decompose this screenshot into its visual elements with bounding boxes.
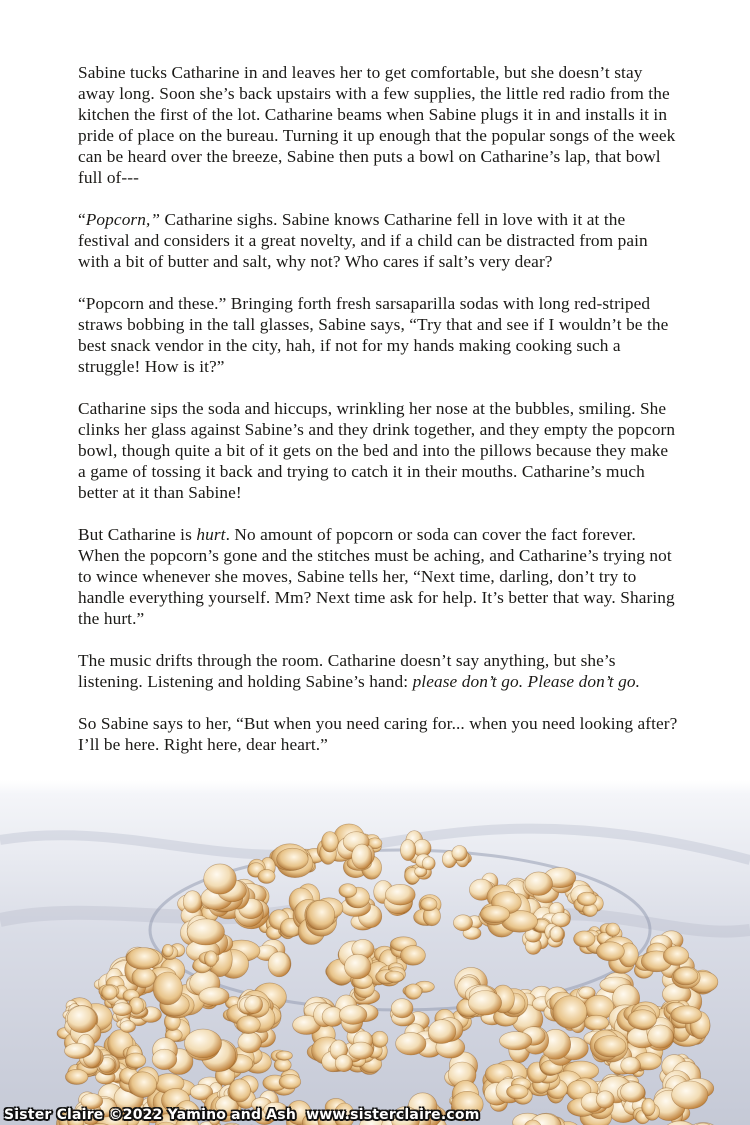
story-text	[78, 62, 678, 776]
text-run: Catharine sips the soda and hiccups, wrinkling her nose at the bubbles, smiling. She clinks her glass against Sabine’s and they drink together, and they empty the popcorn bowl, though quite a bit of it gets on the bed and into the pillows because they make a game of tossing it back and trying to catch it in their mouths. Catharine’s much better at it than Sabine!	[78, 399, 676, 502]
text-run: Catharine sighs. Sabine knows Catharine fell in love with it at the festival and considers it a great novelty, and if a child can be distracted from pain with a bit of butter and salt, why not? Who cares if salt’s very dear?	[78, 210, 648, 271]
paragraph-6	[78, 650, 678, 692]
paragraph-3	[78, 293, 678, 377]
paragraph-7	[78, 713, 678, 755]
text-run: But Catharine is	[78, 525, 197, 544]
paragraph-4	[78, 398, 678, 503]
paragraph-1	[78, 62, 678, 188]
paragraph-5	[78, 524, 678, 629]
italic-text-run: hurt	[196, 525, 226, 544]
popcorn-illustration-svg	[0, 780, 750, 1125]
text-run: “	[78, 210, 86, 229]
popcorn-kernel	[590, 1030, 628, 1062]
text-run: “Popcorn and these.” Bringing forth fresh sarsaparilla sodas with long red-striped straws bobbing in the tall glasses, Sabine says, “Try that and see if I wouldn’t be the best snack vendor in the city, hah, if not for my hands making cooking such a struggle! How is it?”	[78, 294, 669, 376]
italic-text-run: Popcorn,”	[85, 210, 161, 229]
paragraph-2	[78, 209, 678, 272]
text-run: . No amount of popcorn or soda can cover the fact forever. When the popcorn’s gone and the stitches must be aching, and Catharine’s trying not to wince whenever she moves, Sabine tells her, “Next time, darling, don’t try to handle everything yourself. Mm? Next time ask for help. It’s better that way. Sharing the hurt.”	[78, 525, 675, 628]
text-run: Sabine tucks Catharine in and leaves her to get comfortable, but she doesn’t stay away long. Soon she’s back upstairs with a few supplies, the little red radio from the kitchen the first of the lot. Catharine beams when Sabine plugs it in and installs it in pride of place on the bureau. Turning it up enough that the popular songs of the week can be heard over the breeze, Sabine then puts a bowl on Catharine’s lap, that bowl full of---	[78, 63, 676, 187]
popcorn-kernel	[237, 995, 262, 1015]
text-run: The music drifts through the room. Catharine doesn’t say anything, but she’s listening. Listening and holding Sabine’s hand:	[78, 651, 616, 691]
text-run: So Sabine says to her, “But when you need caring for... when you need looking after? I’ll be here. Right here, dear heart.”	[78, 714, 678, 754]
popcorn-kernel	[390, 999, 415, 1026]
italic-text-run: please don’t go. Please don’t go.	[412, 672, 641, 691]
copyright-credit: Sister Claire ©2022 Yamino and Ash www.sisterclaire.com	[4, 1107, 480, 1123]
popcorn-illustration	[0, 780, 750, 1125]
